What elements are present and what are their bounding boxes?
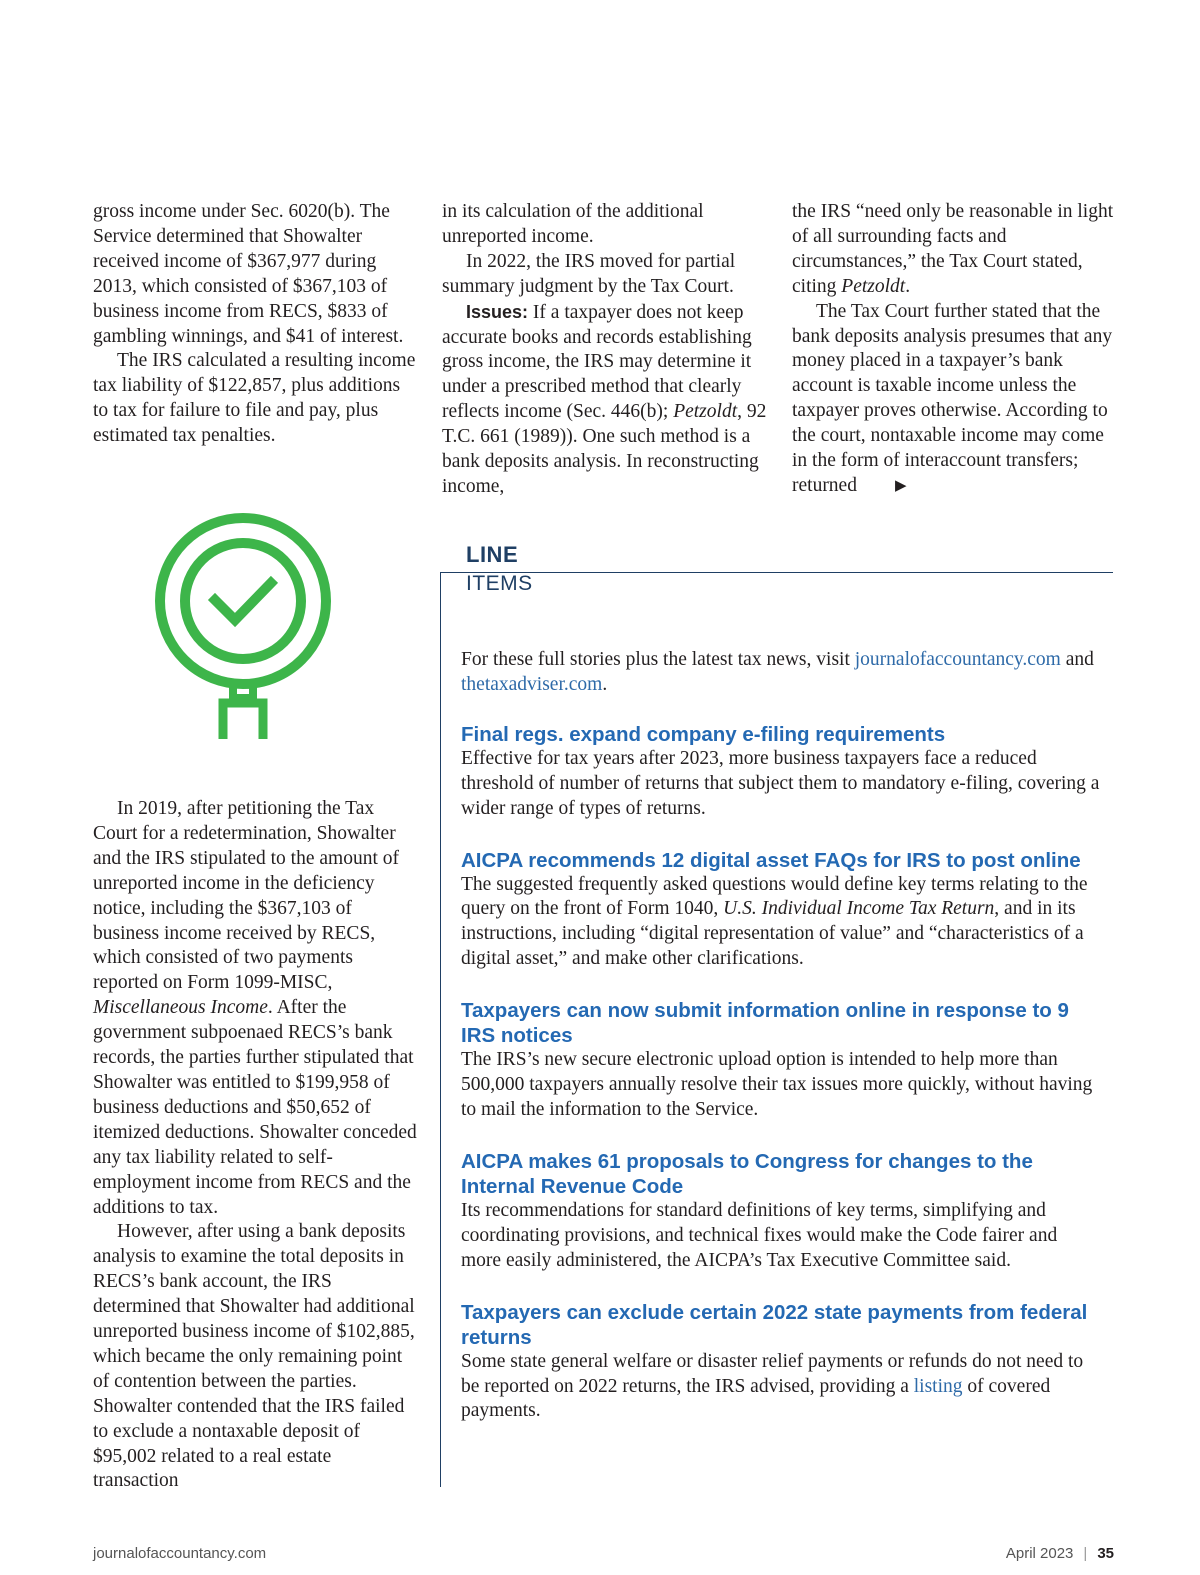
case-citation: Petzoldt [673, 401, 738, 423]
form-title: U.S. Individual Income Tax Return [723, 898, 995, 920]
column-3-top [792, 200, 1117, 500]
continue-arrow-icon: ▶ [894, 477, 907, 494]
news-body: Its recommendations for standard definitions of key terms, simplifying and coordinating provisions, and technical fixes would make the Code fairer and more easily administered, the AICPA’s Tax Executive Committee said. [461, 1199, 1058, 1271]
listing-link[interactable]: listing [913, 1375, 963, 1397]
footer-page-info [1006, 1545, 1114, 1562]
column-1-bottom [93, 797, 418, 1494]
news-body: Some state general welfare or disaster relief payments or refunds do not need to be reported on 2022 returns, the IRS advised, providing a listing of covered payments. [461, 1350, 1084, 1422]
case-citation: Petzoldt [841, 275, 906, 297]
checkmark-badge-icon [150, 508, 340, 743]
news-item [461, 998, 1101, 1123]
column-1-top [93, 200, 418, 449]
paragraph: In 2019, after petitioning the Tax Court for a redetermination, Showalter and the IRS stipulated to the amount of unreported income in the deficiency notice, including the $367,103 of business income received by RECS, which consisted of two payments reported on Form 1099-MISC, Miscellaneous Income. After the government subpoenaed RECS’s bank records, the parties further stipulated that Showalter was entitled to $199,958 of business deductions and $50,652 of itemized deductions. Showalter conceded any tax liability related to self-employment income from RECS and the additions to tax. [93, 798, 417, 1218]
issues-label: Issues: [466, 301, 529, 322]
journalofaccountancy-link[interactable]: journalofaccountancy.com [854, 649, 1061, 670]
footer-site: journalofaccountancy.com [93, 1545, 267, 1562]
news-headline: Final regs. expand company e-filing requirements [461, 722, 946, 746]
paragraph: in its calculation of the additional unreported income. [442, 201, 704, 247]
page-number: 35 [1097, 1545, 1114, 1562]
line-items-title: LINE ITEMS [466, 542, 533, 595]
issue-date: April 2023 [1005, 1545, 1074, 1562]
thetaxadviser-link[interactable]: thetaxadviser.com [461, 673, 603, 695]
line-items-intro: For these full stories plus the latest tax news, visit journalofaccountancy.com and thetaxadviser.com. [461, 649, 1094, 695]
paragraph: The Tax Court further stated that the bank deposits analysis presumes that any money placed in a taxpayer’s bank account is taxable income unless the taxpayer proves otherwise. According to the court, nontaxable income may come in the form of interaccount transfers; returned ▶ [792, 300, 1117, 500]
paragraph: gross income under Sec. 6020(b). The Service determined that Showalter received income of $367,977 during 2013, which consisted of $367,103 of business income from RECS, $833 of gambling winnings, and $41 of interest. [93, 201, 404, 347]
news-item [461, 848, 1101, 973]
paragraph: However, after using a bank deposits analysis to examine the total deposits in RECS’s bank account, the IRS determined that Showalter had additional unreported business income of $102,885, which became the only remaining point of contention between the parties. Showalter contended that the IRS failed to exclude a nontaxable deposit of $95,002 related to a real estate transaction [93, 1221, 415, 1492]
news-body: Effective for tax years after 2023, more business taxpayers face a reduced threshold of number of returns that subject them to mandatory e-filing, covering a wider range of types of returns. [461, 747, 1100, 819]
footer-separator: | [1083, 1545, 1088, 1562]
line-items-content [461, 648, 1101, 1450]
paragraph: the IRS “need only be reasonable in light of all surrounding facts and circumstances,” the Tax Court stated, citing Petzoldt. [792, 201, 1114, 297]
news-item [461, 1149, 1101, 1274]
column-2-top [442, 200, 767, 500]
news-item [461, 1300, 1101, 1425]
news-body: The IRS’s new secure electronic upload option is intended to help more than 500,000 taxpayers annually resolve their tax issues more quickly, without having to mail the information to the Service. [461, 1049, 1093, 1120]
news-headline: AICPA makes 61 proposals to Congress for changes to the Internal Revenue Code [461, 1149, 1033, 1198]
news-headline: Taxpayers can now submit information online in response to 9 IRS notices [461, 999, 1069, 1048]
form-title: Miscellaneous Income [93, 997, 268, 1019]
news-body: The suggested frequently asked questions would define key terms relating to the query on the front of Form 1040, U.S. Individual Income Tax Return, and in its instructions, including “digital representation of value” and “characteristics of a digital asset,” and make other clarifications. [461, 873, 1088, 970]
issues-paragraph: Issues: If a taxpayer does not keep accurate books and records establishing gross income, the IRS may determine it under a prescribed method that clearly reflects income (Sec. 446(b); Petzoldt, 92 T.C. 661 (1989)). One such method is a bank deposits analysis. In reconstructing income, [442, 301, 767, 497]
paragraph: In 2022, the IRS moved for partial summary judgment by the Tax Court. [442, 250, 736, 297]
news-headline: AICPA recommends 12 digital asset FAQs for IRS to post online [461, 848, 1081, 872]
news-item [461, 722, 1101, 822]
news-headline: Taxpayers can exclude certain 2022 state payments from federal returns [461, 1300, 1088, 1349]
paragraph: The IRS calculated a resulting income tax liability of $122,857, plus additions to tax for failure to file and pay, plus estimated tax penalties. [93, 350, 416, 447]
